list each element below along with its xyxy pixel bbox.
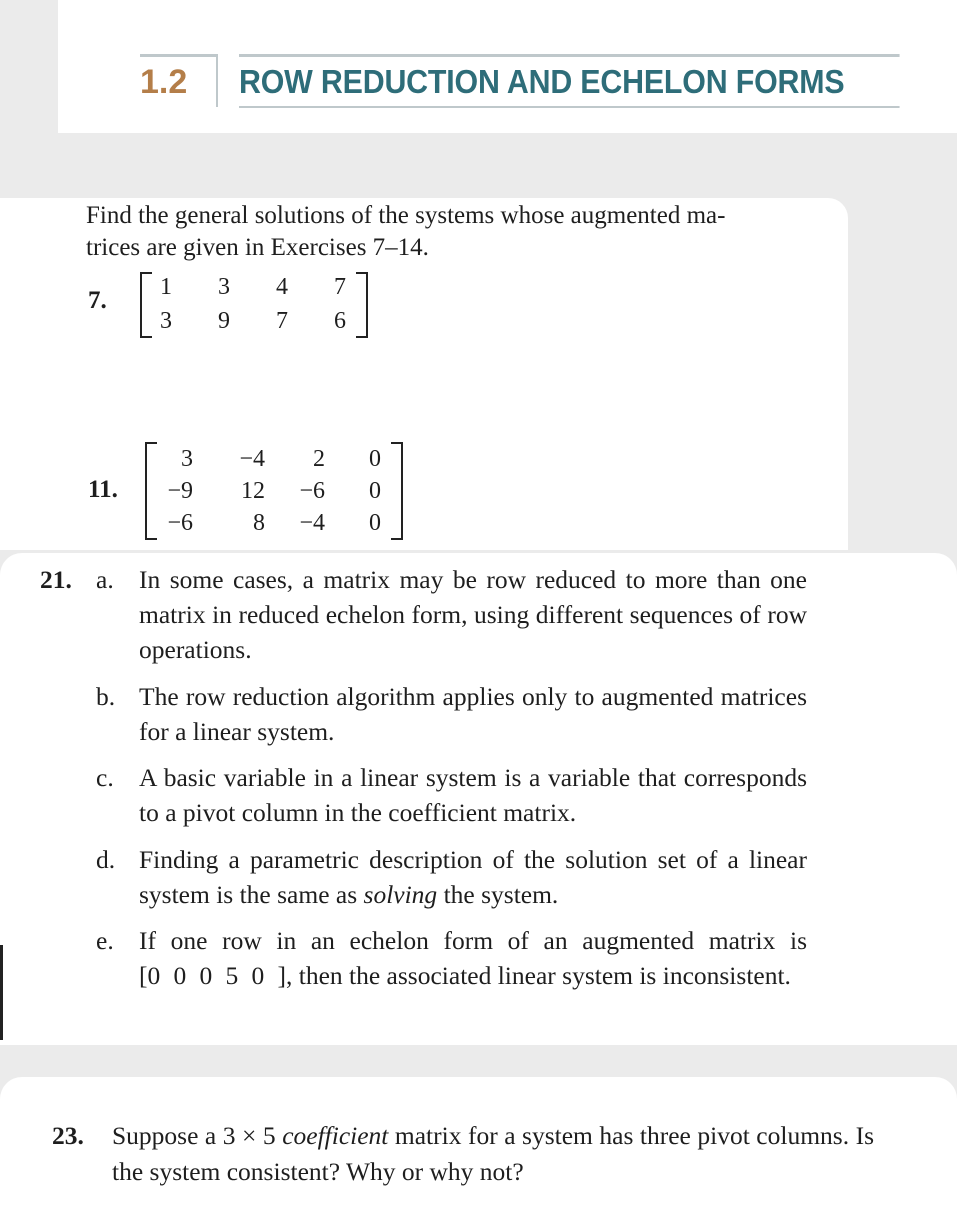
matrix-cell: 3 (160, 308, 172, 334)
matrix-cell: −4 (299, 510, 325, 536)
vector-entry: 5 (225, 961, 239, 990)
item-label: e. (96, 926, 114, 955)
matrix-cell: 4 (276, 274, 288, 300)
vector-entry: 0 (251, 961, 265, 990)
matrix-cell: 3 (181, 446, 193, 472)
instructions-line-2: trices are given in Exercises 7–14. (86, 234, 429, 261)
matrix-cell: 7 (276, 308, 288, 334)
section-title: ROW REDUCTION AND ECHELON FORMS (239, 54, 900, 108)
matrix-cell: 2 (313, 446, 325, 472)
matrix-cell: 8 (253, 510, 265, 536)
matrix-cell: −6 (299, 478, 325, 504)
exercise-11-number: 11. (88, 476, 118, 503)
vector-entry: 0 (147, 961, 161, 990)
item-label: a. (96, 565, 114, 594)
matrix-cell: 12 (241, 478, 265, 504)
emphasis-text: solving (363, 880, 438, 909)
exercise-7-number: 7. (88, 287, 107, 314)
emphasis-text: coefficient (282, 1121, 389, 1150)
matrix-cell: 0 (369, 478, 381, 504)
item-label: c. (96, 763, 114, 792)
exercise-instructions (86, 200, 796, 264)
item-text: A basic variable in a linear system is a variable that corresponds to a pivot column in the coefficient matrix. (139, 763, 807, 827)
exercise-23-text (112, 1118, 874, 1190)
matrix-cell: 9 (218, 308, 230, 334)
matrix-cell: −4 (239, 446, 265, 472)
matrix-cell: 6 (334, 308, 346, 334)
instructions-line-1: Find the general solutions of the systems whose augmented ma- (86, 202, 726, 229)
matrix-cell: 1 (160, 274, 172, 300)
item-text (139, 923, 807, 993)
margin-rule (0, 945, 3, 1040)
exercise-23-number: 23. (52, 1121, 84, 1150)
text-part: , then the associated linear system is inconsistent. (286, 961, 791, 990)
text-part: Suppose a 3 × 5 (112, 1121, 283, 1150)
text-part: the system. (437, 880, 559, 909)
exercise-7-matrix (140, 272, 368, 338)
vector-entry: 0 (199, 961, 213, 990)
item-text: The row reduction algorithm applies only to augmented matrices for a linear system. (139, 682, 807, 746)
text-part: Finding a parametric description of the solution set of a linear system is the same as (139, 845, 807, 909)
exercise-21-number: 21. (40, 565, 72, 594)
matrix-cell: 0 (369, 446, 381, 472)
item-text: In some cases, a matrix may be row reduced to more than one matrix in reduced echelon form, using different sequences of row operations. (139, 565, 807, 664)
right-bracket (356, 272, 368, 338)
exercise-11-matrix (145, 442, 403, 540)
vector-entry: 0 (173, 961, 187, 990)
matrix-cell: −9 (167, 478, 193, 504)
right-bracket (391, 442, 403, 540)
item-text (139, 842, 807, 912)
item-label: d. (96, 845, 116, 874)
row-vector: [0 0 0 5 0 ] (139, 961, 286, 990)
matrix-cell: 7 (334, 274, 346, 300)
text-part: matrix for a system has three pivot columns. Is the system consistent? Why or why not? (112, 1121, 875, 1186)
text-part: If one row in an echelon form of an augmented matrix is (139, 926, 807, 955)
section-number: 1.2 (140, 54, 218, 107)
matrix-cell: 3 (218, 274, 230, 300)
matrix-cell: −6 (167, 510, 193, 536)
matrix-cell: 0 (369, 510, 381, 536)
item-label: b. (96, 682, 116, 711)
